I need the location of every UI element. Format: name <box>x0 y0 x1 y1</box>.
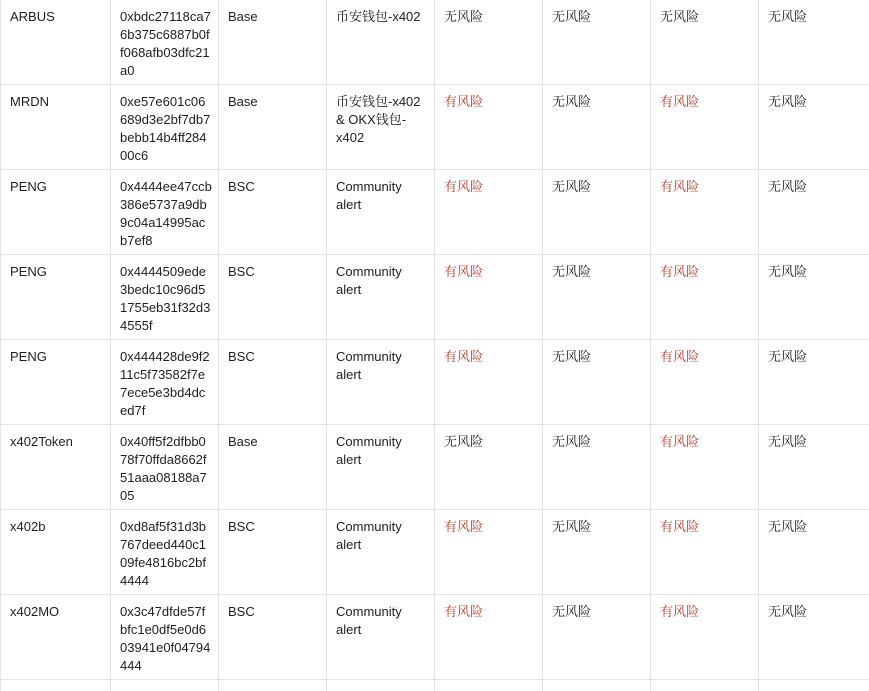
table-body <box>1 0 869 691</box>
risk-check-4-cell: 无风险 <box>759 0 869 85</box>
table-row <box>1 170 869 255</box>
risk-check-3-cell: 有风险 <box>651 595 759 680</box>
risk-check-2-cell: 无风险 <box>543 0 651 85</box>
source-cell: Community alert <box>327 255 435 340</box>
token-cell: MRDN <box>1 85 111 170</box>
empty-cell <box>759 680 869 691</box>
risk-check-2-cell: 无风险 <box>543 340 651 425</box>
table-row-partial <box>1 680 869 691</box>
table-row <box>1 255 869 340</box>
chain-cell: BSC <box>219 340 327 425</box>
risk-check-2-cell: 无风险 <box>543 255 651 340</box>
address-cell: 0xbdc27118ca76b375c6887b0ff068afb03dfc21a0 <box>111 0 219 85</box>
chain-cell: Base <box>219 0 327 85</box>
empty-cell <box>219 680 327 691</box>
address-cell: 0xd8af5f31d3b767deed440c109fe4816bc2bf4444 <box>111 510 219 595</box>
risk-check-3-cell: 有风险 <box>651 510 759 595</box>
table-row <box>1 0 869 85</box>
empty-cell <box>1 680 111 691</box>
source-cell: 币安钱包-x402 <box>327 0 435 85</box>
risk-check-4-cell: 无风险 <box>759 425 869 510</box>
risk-check-1-cell: 有风险 <box>435 170 543 255</box>
risk-check-4-cell: 无风险 <box>759 340 869 425</box>
risk-check-1-cell: 无风险 <box>435 0 543 85</box>
risk-check-4-cell: 无风险 <box>759 85 869 170</box>
risk-check-2-cell: 无风险 <box>543 170 651 255</box>
chain-cell: BSC <box>219 510 327 595</box>
risk-check-4-cell: 无风险 <box>759 255 869 340</box>
source-cell: 币安钱包-x402 & OKX钱包-x402 <box>327 85 435 170</box>
chain-cell: BSC <box>219 255 327 340</box>
risk-check-1-cell: 无风险 <box>435 425 543 510</box>
risk-check-4-cell: 无风险 <box>759 595 869 680</box>
token-cell: PENG <box>1 170 111 255</box>
token-cell: x402Token <box>1 425 111 510</box>
risk-check-1-cell: 有风险 <box>435 340 543 425</box>
risk-check-2-cell: 无风险 <box>543 425 651 510</box>
token-cell: PENG <box>1 340 111 425</box>
risk-check-1-cell: 有风险 <box>435 85 543 170</box>
chain-cell: Base <box>219 85 327 170</box>
table-row <box>1 425 869 510</box>
table-row <box>1 340 869 425</box>
token-cell: PENG <box>1 255 111 340</box>
risk-check-2-cell: 无风险 <box>543 510 651 595</box>
source-cell: Community alert <box>327 595 435 680</box>
token-cell: ARBUS <box>1 0 111 85</box>
risk-check-3-cell: 有风险 <box>651 255 759 340</box>
risk-check-1-cell: 有风险 <box>435 510 543 595</box>
source-cell: Community alert <box>327 170 435 255</box>
table-row <box>1 85 869 170</box>
risk-check-3-cell: 无风险 <box>651 0 759 85</box>
risk-check-2-cell: 无风险 <box>543 595 651 680</box>
empty-cell <box>435 680 543 691</box>
address-cell: 0x3c47dfde57fbfc1e0df5e0d603941e0f04794444 <box>111 595 219 680</box>
risk-check-4-cell: 无风险 <box>759 170 869 255</box>
address-cell: 0x444428de9f211c5f73582f7e7ece5e3bd4dced7f <box>111 340 219 425</box>
empty-cell <box>651 680 759 691</box>
risk-check-3-cell: 有风险 <box>651 340 759 425</box>
source-cell: Community alert <box>327 425 435 510</box>
empty-cell <box>327 680 435 691</box>
risk-check-3-cell: 有风险 <box>651 170 759 255</box>
empty-cell <box>543 680 651 691</box>
risk-check-3-cell: 有风险 <box>651 85 759 170</box>
risk-check-3-cell: 有风险 <box>651 425 759 510</box>
table-row <box>1 510 869 595</box>
address-cell: 0x40ff5f2dfbb078f70ffda8662f51aaa08188a705 <box>111 425 219 510</box>
address-cell: 0xe57e601c06689d3e2bf7db7bebb14b4ff28400c6 <box>111 85 219 170</box>
chain-cell: BSC <box>219 170 327 255</box>
table-row <box>1 595 869 680</box>
address-cell: 0x4444509ede3bedc10c96d51755eb31f32d34555f <box>111 255 219 340</box>
risk-check-4-cell: 无风险 <box>759 510 869 595</box>
empty-cell <box>111 680 219 691</box>
chain-cell: Base <box>219 425 327 510</box>
risk-check-1-cell: 有风险 <box>435 255 543 340</box>
risk-check-2-cell: 无风险 <box>543 85 651 170</box>
address-cell: 0x4444ee47ccb386e5737a9db9c04a14995acb7ef8 <box>111 170 219 255</box>
risk-check-1-cell: 有风险 <box>435 595 543 680</box>
source-cell: Community alert <box>327 510 435 595</box>
source-cell: Community alert <box>327 340 435 425</box>
token-cell: x402b <box>1 510 111 595</box>
token-cell: x402MO <box>1 595 111 680</box>
chain-cell: BSC <box>219 595 327 680</box>
